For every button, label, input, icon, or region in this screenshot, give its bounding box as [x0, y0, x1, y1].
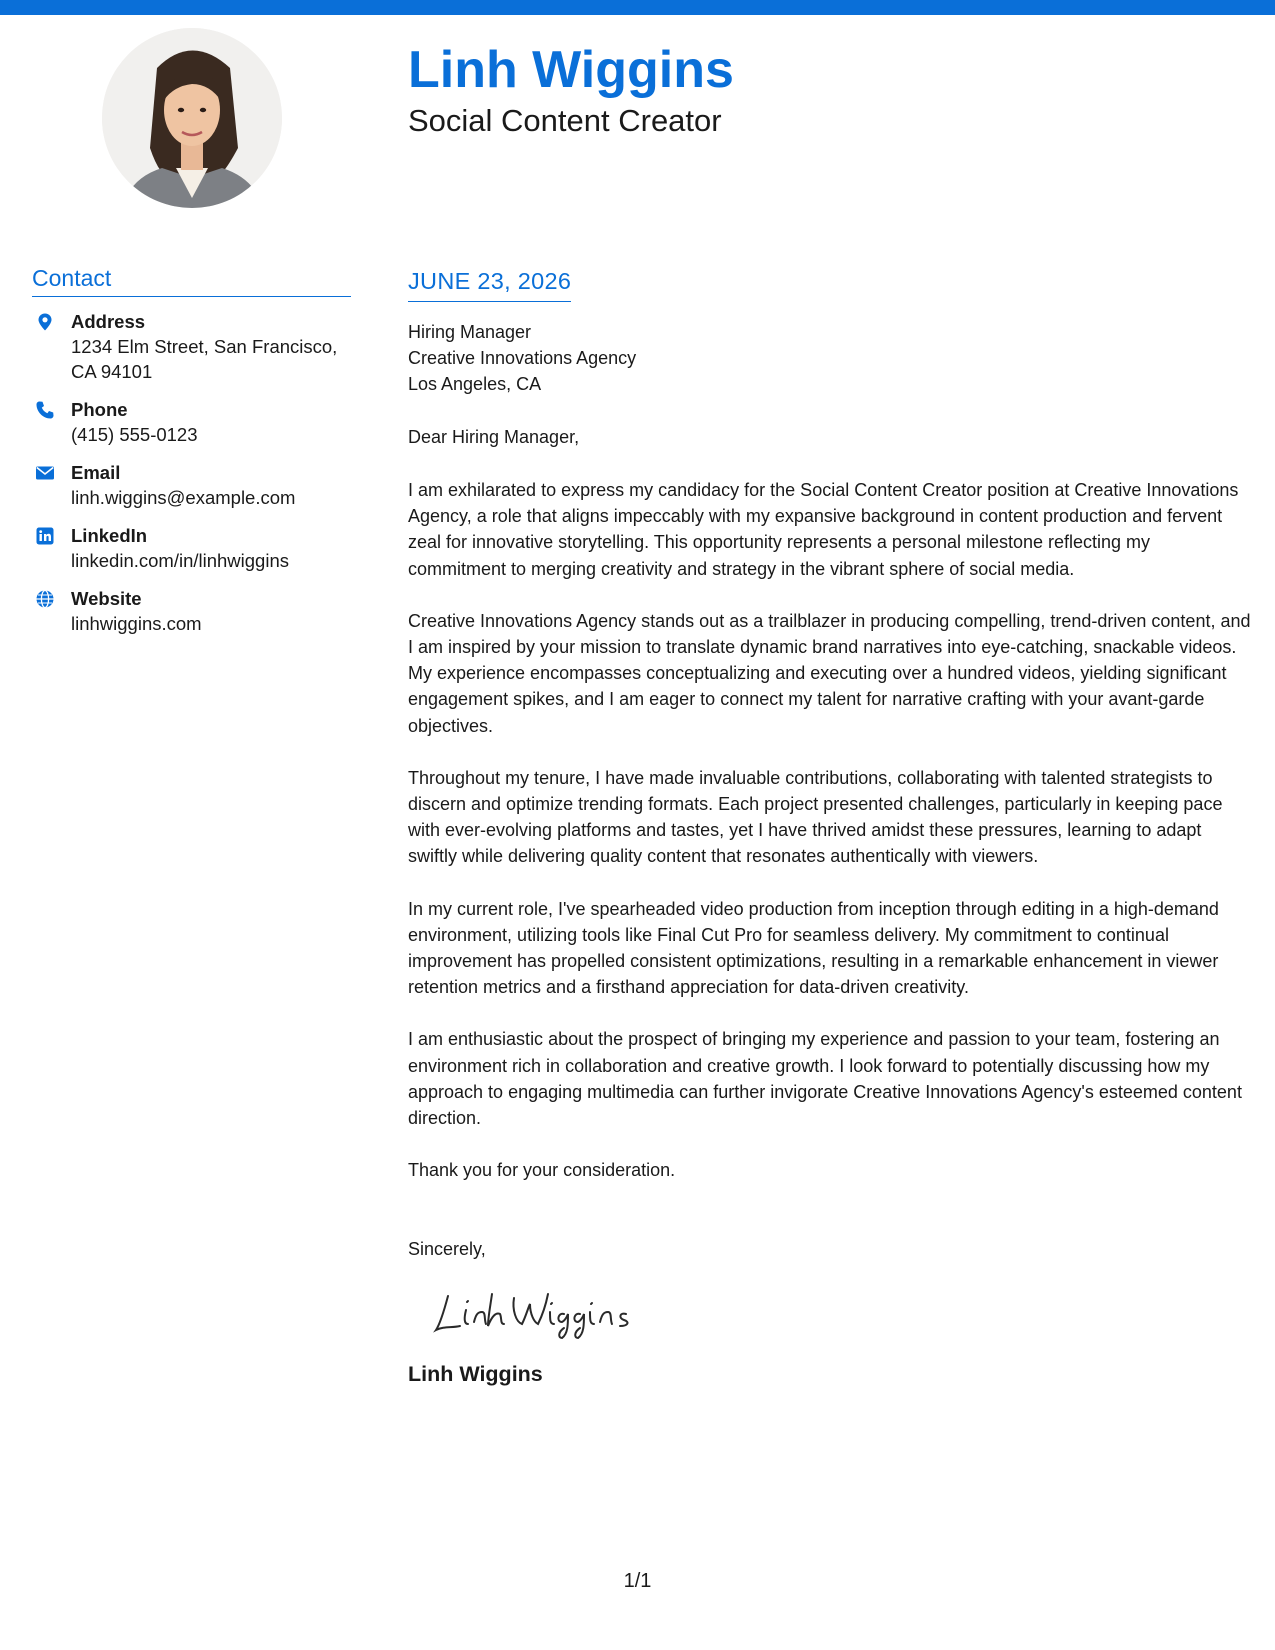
profile-photo [102, 28, 282, 208]
address-label: Address [71, 311, 146, 332]
website-value[interactable]: linhwiggins.com [71, 613, 202, 634]
thank-you-line: Thank you for your consideration. [408, 1160, 676, 1181]
body-paragraph: I am enthusiastic about the prospect of bringing my experience and passion to your team, fostering an environment rich in collaboration and creative growth. I look forward to potentially discussing how my approach to engaging multimedia can further invigorate Creative Innovations Agency's esteemed content direction. [408, 1029, 1242, 1129]
contact-linkedin [32, 523, 351, 573]
body-paragraph: I am exhilarated to express my candidacy for the Social Content Creator position at Creative Innovations Agency, a role that aligns impeccably with my expansive background in content production and fervent zeal for innovative storytelling. This opportunity represents a personal milestone reflecting my commitment to merging creativity and strategy in the vibrant sphere of social media. [408, 480, 1239, 579]
linkedin-label: LinkedIn [71, 525, 148, 546]
body-paragraph: Creative Innovations Agency stands out as a trailblazer in producing compelling, trend-driven content, and I am inspired by your mission to translate dynamic brand narratives into eye-catching, snackable videos. My experience encompasses conceptualizing and executing over a hundred videos, yielding significant engagement spikes, and I am eager to connect my talent for narrative crafting with your avant-garde objectives. [408, 610, 1251, 736]
recipient-line: Creative Innovations Agency [408, 348, 637, 368]
recipient-block [408, 319, 1253, 397]
contact-phone [32, 397, 351, 447]
contact-address [32, 309, 351, 384]
email-value[interactable]: linh.wiggins@example.com [71, 487, 296, 508]
handwritten-signature [430, 1276, 1253, 1348]
linkedin-value[interactable]: linkedin.com/in/linhwiggins [71, 550, 289, 571]
letter-body [408, 268, 1253, 1387]
signed-name: Linh Wiggins [408, 1362, 543, 1387]
applicant-name: Linh Wiggins [408, 41, 734, 99]
body-paragraph: Throughout my tenure, I have made invaluable contributions, collaborating with talented strategists to discern and optimize trending formats. Each project presented challenges, particularly in keeping pace with ever-evolving platforms and tastes, yet I have thrived amidst these pressures, learning to adapt swiftly while delivering quality content that resonates authentically with viewers. [408, 767, 1223, 867]
body-paragraph: In my current role, I've spearheaded video production from inception through editing in a high-demand environment, utilizing tools like Final Cut Pro for seamless delivery. My commitment to continual improvement has propelled consistent optimizations, resulting in a remarkable enhancement in viewer retention metrics and a firsthand appreciation for data-driven creativity. [408, 898, 1219, 998]
closing-line: Sincerely, [408, 1239, 486, 1260]
linkedin-icon [35, 526, 55, 546]
contact-email [32, 460, 351, 510]
email-label: Email [71, 462, 121, 483]
map-pin-icon [35, 312, 55, 332]
email-icon [35, 463, 55, 483]
job-title: Social Content Creator [408, 103, 722, 138]
contact-website [32, 586, 351, 636]
phone-label: Phone [71, 399, 128, 420]
letter-date: JUNE 23, 2026 [408, 268, 571, 302]
phone-icon [35, 400, 55, 420]
contact-heading: Contact [32, 265, 351, 297]
contact-sidebar [32, 265, 351, 649]
website-label: Website [71, 588, 142, 609]
salutation: Dear Hiring Manager, [408, 427, 580, 447]
page-number: 1/1 [623, 1570, 652, 1592]
globe-icon [35, 589, 55, 609]
phone-value[interactable]: (415) 555-0123 [71, 424, 198, 445]
top-accent-bar [0, 0, 1275, 15]
address-line-2: CA 94101 [71, 361, 153, 382]
recipient-line: Los Angeles, CA [408, 374, 542, 394]
recipient-line: Hiring Manager [408, 322, 532, 342]
address-line-1: 1234 Elm Street, San Francisco, [71, 336, 338, 357]
